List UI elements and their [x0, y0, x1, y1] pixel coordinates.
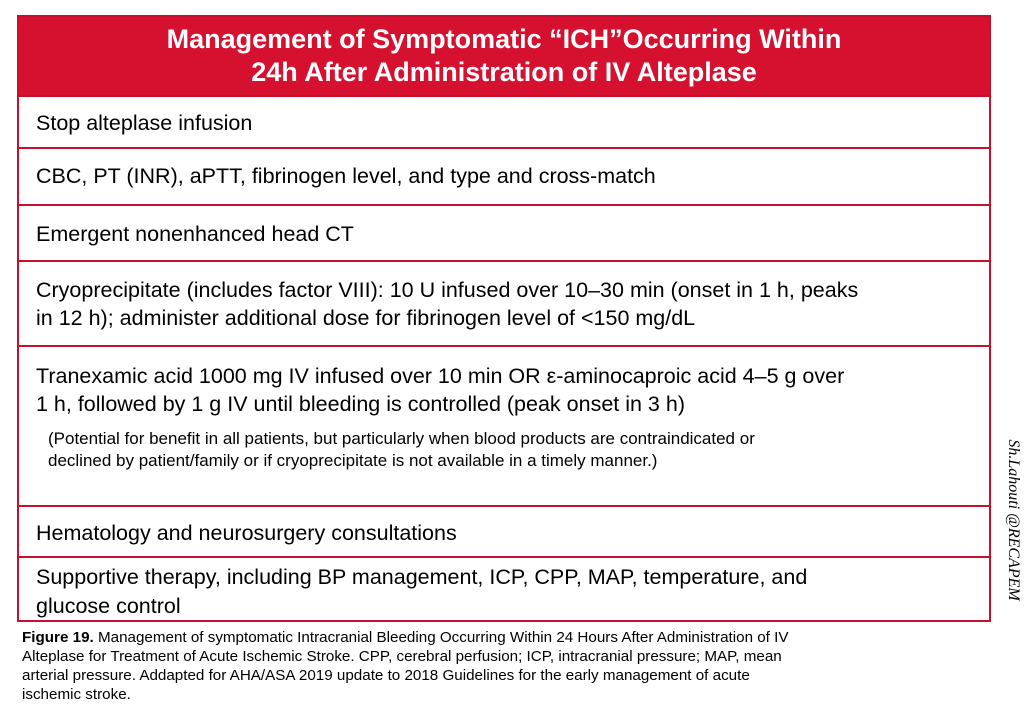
- row-text-line-1: Tranexamic acid 1000 mg IV infused over 10 min OR ε-aminocaproic acid 4–5 g over: [36, 364, 845, 388]
- row-text: Emergent nonenhanced head CT: [36, 222, 354, 246]
- row-consultations: [19, 505, 989, 556]
- row-text-line-2: in 12 h); administer additional dose for fibrinogen level of <150 mg/dL: [36, 306, 696, 330]
- row-text-line-2: 1 h, followed by 1 g IV until bleeding is controlled (peak onset in 3 h): [36, 392, 685, 416]
- row-text-line-1: Cryoprecipitate (includes factor VIII): 10 U infused over 10–30 min (onset in 1 h, peaks: [36, 278, 859, 302]
- row-head-ct: [19, 204, 989, 260]
- row-text: Hematology and neurosurgery consultations: [36, 521, 457, 545]
- row-supportive-therapy: [19, 556, 989, 622]
- row-note: [36, 428, 975, 472]
- caption-line-1: Management of symptomatic Intracranial Bleeding Occurring Within 24 Hours After Administration of IV: [93, 629, 789, 646]
- caption-line-3: arterial pressure. Addapted for AHA/ASA 2019 update to 2018 Guidelines for the early management of acute: [22, 667, 750, 684]
- row-text: Stop alteplase infusion: [36, 111, 253, 135]
- title-line-2: 24h After Administration of IV Alteplase: [251, 57, 757, 87]
- row-tranexamic-acid: [19, 345, 989, 505]
- row-text-line-2: glucose control: [36, 594, 181, 618]
- row-note-line-2: declined by patient/family or if cryoprecipitate is not available in a timely manner.): [48, 451, 658, 470]
- row-cryoprecipitate: [19, 260, 989, 345]
- management-table: [17, 15, 991, 622]
- table-title: [19, 17, 989, 95]
- caption-line-2: Alteplase for Treatment of Acute Ischemic Stroke. CPP, cerebral perfusion; ICP, intracranial pressure; MAP, mean: [22, 648, 782, 665]
- figure-label: Figure 19.: [22, 629, 94, 646]
- row-note-line-1: (Potential for benefit in all patients, but particularly when blood products are contraindicated or: [48, 429, 755, 448]
- caption-line-4: ischemic stroke.: [22, 686, 131, 703]
- author-watermark: Sh.Lahouti @RECAPEM: [1005, 439, 1022, 601]
- row-text: CBC, PT (INR), aPTT, fibrinogen level, and type and cross-match: [36, 164, 656, 188]
- row-stop-infusion: [19, 95, 989, 147]
- figure-caption: [22, 628, 997, 704]
- row-labs: [19, 147, 989, 204]
- row-text-line-1: Supportive therapy, including BP management, ICP, CPP, MAP, temperature, and: [36, 565, 808, 589]
- title-line-1: Management of Symptomatic “ICH”Occurring Within: [166, 24, 842, 54]
